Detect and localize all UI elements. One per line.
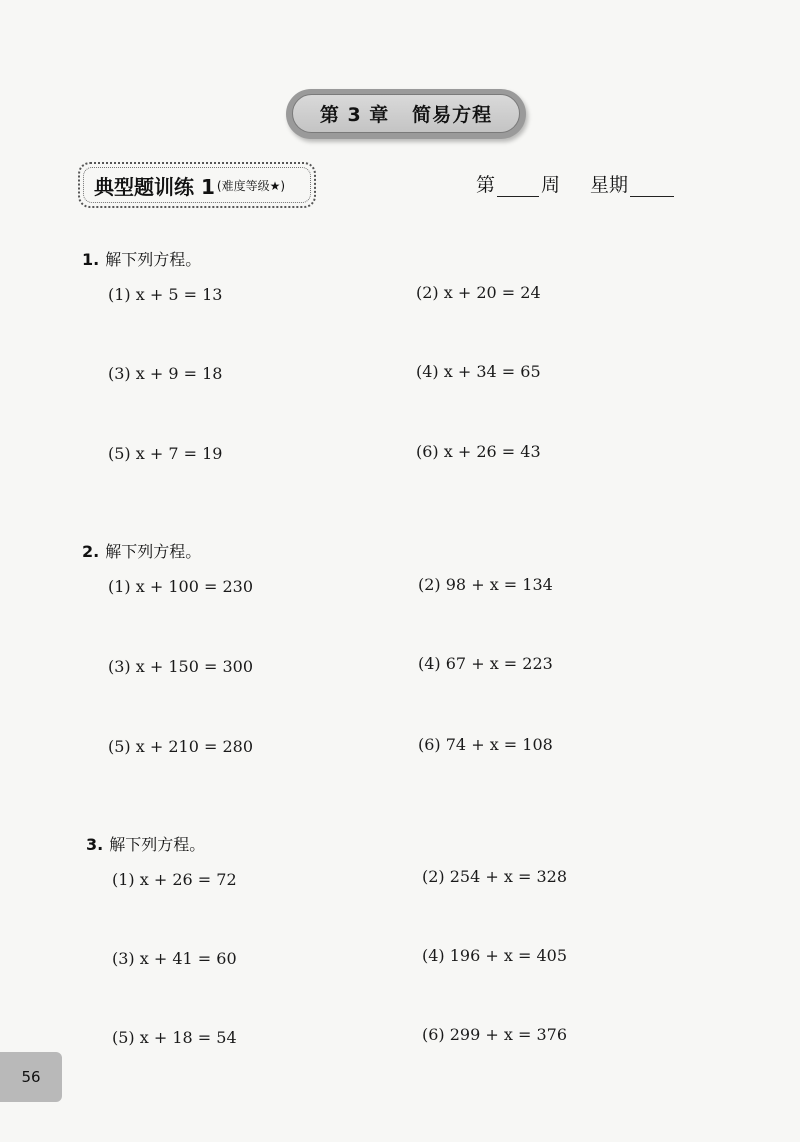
weekday-label: 星期: [590, 174, 629, 196]
question-3-header: [86, 832, 205, 855]
question-prompt: 解下列方程。: [109, 835, 206, 854]
equation: (1) x + 100 = 230: [108, 577, 254, 596]
equation: (2) x + 20 = 24: [416, 283, 541, 302]
chapter-title: 第 3 章 简易方程: [319, 104, 493, 126]
equation: (2) 98 + x = 134: [418, 575, 553, 594]
equation: (3) x + 150 = 300: [108, 657, 254, 676]
week-char: 周: [541, 174, 561, 196]
equation: (3) x + 9 = 18: [108, 364, 223, 383]
week-prefix: 第: [476, 174, 496, 196]
section-title: 典型题训练 1: [94, 174, 215, 199]
equation: (4) 196 + x = 405: [422, 946, 568, 965]
question-prompt: 解下列方程。: [105, 250, 202, 269]
equation: (1) x + 5 = 13: [108, 285, 223, 304]
equation: (5) x + 7 = 19: [108, 444, 223, 463]
equation: (5) x + 210 = 280: [108, 737, 254, 756]
weekday-blank: [630, 176, 674, 197]
question-2-header: [82, 539, 201, 562]
section-header: [78, 162, 316, 208]
page-number-tab: [0, 1052, 62, 1102]
difficulty-level: (难度等级★): [216, 178, 286, 193]
question-prompt: 解下列方程。: [105, 542, 202, 561]
equation: (6) x + 26 = 43: [416, 442, 541, 461]
page-number: 56: [21, 1068, 41, 1086]
question-number: 1.: [82, 250, 100, 269]
equation: (6) 299 + x = 376: [422, 1025, 568, 1044]
equation: (4) x + 34 = 65: [416, 362, 541, 381]
equation: (2) 254 + x = 328: [422, 867, 568, 886]
equation: (5) x + 18 = 54: [112, 1028, 237, 1047]
equation: (6) 74 + x = 108: [418, 735, 553, 754]
equation: (3) x + 41 = 60: [112, 949, 237, 968]
chapter-banner: [286, 89, 526, 139]
week-line: [476, 170, 674, 197]
question-1-header: [82, 247, 201, 270]
question-number: 3.: [86, 835, 104, 854]
chapter-title-box: [292, 94, 520, 133]
question-number: 2.: [82, 542, 100, 561]
equation: (1) x + 26 = 72: [112, 870, 237, 889]
week-blank: [497, 176, 539, 197]
equation: (4) 67 + x = 223: [418, 654, 553, 673]
